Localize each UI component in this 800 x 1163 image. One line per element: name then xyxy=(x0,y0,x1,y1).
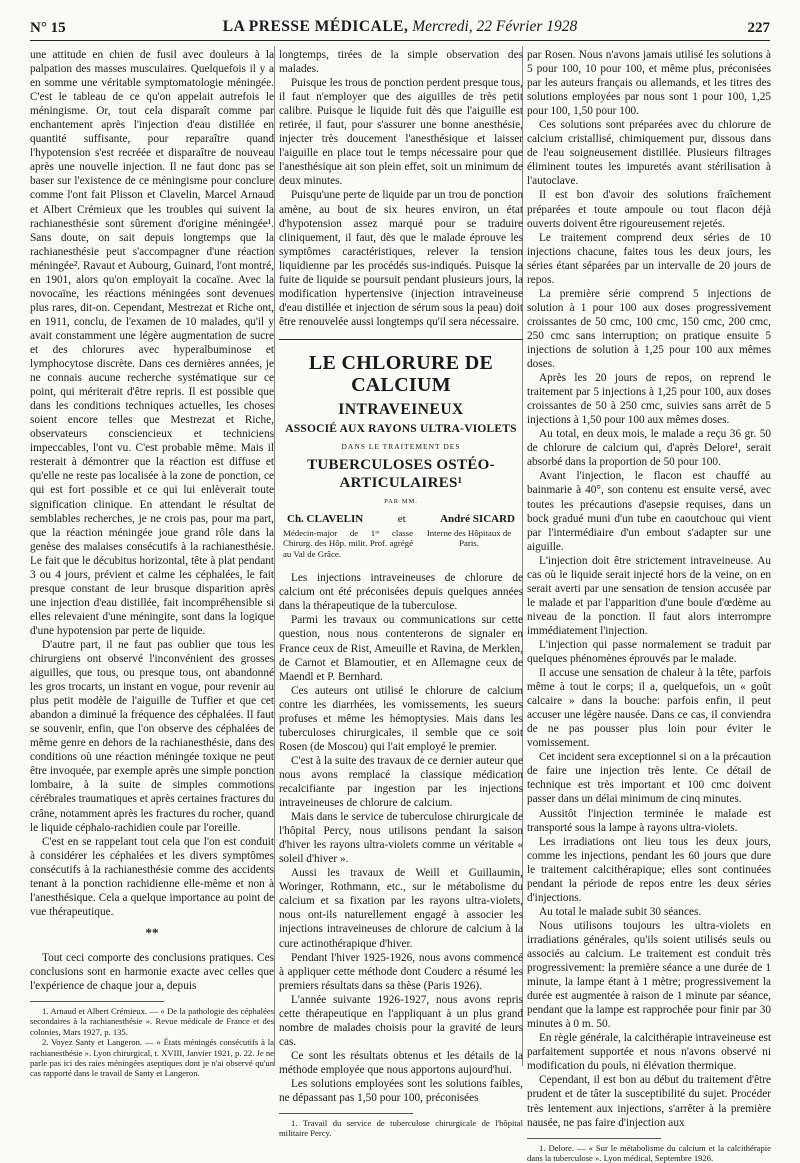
issue-date: Mercredi, 22 Février 1928 xyxy=(412,18,578,35)
paragraph: L'injection qui passe normalement se traduit par quelques phénomènes éprouvés par le malade. xyxy=(527,638,771,666)
paragraph: En règle générale, la calcithérapie intraveineuse est parfaitement supportée et nous n'avons observé ni modification du pouls, ni élévation thermique. xyxy=(527,1032,771,1073)
column-2 xyxy=(279,48,523,1139)
journal-name: LA PRESSE MÉDICALE, xyxy=(222,18,409,35)
paragraph: Puisque les trous de ponction perdent presque tous, il faut n'employer que des aiguilles de très petit calibre. Puisque le liquide fuit dès que l'aiguille est retirée, il faut, pour s'assurer une bonne anesthésie, injecter très doucement l'anesthésique et laisser l'aiguille en place tout le temps nécessaire pour que l'anesthésique ait son plein effet, soit un minimum de deux minutes. xyxy=(279,77,523,188)
footnote: 1. Travail du service de tuberculose chirurgicale de l'hôpital militaire Percy. xyxy=(279,1118,523,1139)
footnote: 2. Voyez Santy et Langeron. — « États méningés consécutifs à la rachianesthésie ». Lyon chirurgical, t. XVIII, Janvier 1921, p. 22. Je ne parle pas ici des raies méningées aseptiques dont je n'ai observé qu'un cas rapporté dans le travail de Santy et Langeron. xyxy=(30,1037,274,1079)
paragraph: Au total, en deux mois, le malade a reçu 36 gr. 50 de chlorure de calcium qui, d'après Delore¹, serait absorbé dans la proportion de 50 pour 100. xyxy=(527,428,771,469)
column-3 xyxy=(527,48,771,1163)
page-number: 227 xyxy=(747,20,770,36)
footnote-rule xyxy=(527,1138,661,1139)
paragraph: Il est bon d'avoir des solutions fraîchement préparées et toute ampoule ou tout flacon déjà ouverts doivent être rigoureusement rejetés. xyxy=(527,189,771,230)
paragraph: Pendant l'hiver 1925-1926, nous avons commencé à appliquer cette méthode dont Couderc a résumé les premiers résultats dans sa thèse (Paris 1926). xyxy=(279,951,523,992)
paragraph: Cet incident sera exceptionnel si on a la précaution de faire une injection très lente. Ce détail de technique est très important et 100 cmc doivent passer dans un délai minimum de cinq minutes. xyxy=(527,751,771,806)
article-title-line2: INTRAVEINEUX xyxy=(338,400,464,418)
paragraph: Les injections intraveineuses de chlorure de calcium ont été préconisées depuis quelques années dans la thérapeutique de la tuberculose. xyxy=(279,572,523,613)
paragraph: Ces auteurs ont utilisé le chlorure de calcium contre les diarrhées, les vomissements, les sueurs profuses et même les hémoptysies. Mais dans les tuberculoses chirurgicales, il semble que ce soit Rosen (de Moscou) qui l'ait employé le premier. xyxy=(279,684,523,753)
footnote: 1. Delore. — « Sur le métabolisme du calcium et la calcithérapie dans la tuberculose ». Lyon médical, Septembre 1926. xyxy=(527,1142,771,1163)
paragraph: Les solutions employées sont les solutions faibles, ne dépassant pas 1,50 pour 100, préconisées xyxy=(279,1077,523,1105)
paragraph: D'autre part, il ne faut pas oublier que tous les chirurgiens ont observé l'inconvénient des grosses aiguilles, que tous, ou presque tous, ont abandonné les gros trocarts, un instant en vogue, pour revenir au plus petit modèle de l'aiguille de Tuffier et que cet abandon a diminué la fréquence des céphalées. Il faut se souvenir, enfin, que l'on observe des céphalées de même genre en dehors de la rachianesthésie, dans des conditions où une réaction méningée toxique ne peut être invoquée, par exemple après une simple ponction lombaire, à la suite de simples commotions cérébrales traumatiques et après certaines fractures du crâne, notamment après les fractures du rocher, quand le liquide céphalo-rachidien coule par l'oreille. xyxy=(30,638,275,834)
affiliation: Interne des Hôpitaux de Paris. xyxy=(426,528,512,549)
paragraph: Mais dans le service de tuberculose chirurgicale de l'hôpital Percy, nous utilisons pendant la saison d'hiver les rayons ultra-violets comme un véritable « soleil d'hiver ». xyxy=(279,811,523,866)
header-rule xyxy=(30,40,770,41)
paragraph: Cependant, il est bon au début du traitement d'être prudent et de tâter la susceptibilité du sujet. Procéder très lentement aux injections, s'arrêter à la première nausée, ne pas faire d'injection aux xyxy=(527,1074,771,1129)
author-name: André SICARD xyxy=(440,513,515,526)
article-heading xyxy=(279,339,523,559)
paragraph: Ces solutions sont préparées avec du chlorure de calcium cristallisé, chimiquement pur, dissous dans de l'eau soigneusement distillée. Plusieurs filtrages éliminent toutes les impuretés avant stérilisation à l'autoclave. xyxy=(527,119,771,188)
byline-prefix: PAR MM. xyxy=(384,497,418,505)
author-conjunction: et xyxy=(397,513,406,526)
footnote: 1. Arnaud et Albert Crémieux. — « De la pathologie des céphalées secondaires à la rachianesthésie ». Revue médicale de France et des colonies, Mars 1927, p. 135. xyxy=(30,1006,274,1037)
section-asterism: ** xyxy=(145,924,159,940)
author-name: Ch. CLAVELIN xyxy=(287,513,364,526)
running-title xyxy=(30,18,770,36)
article-subtitle-small: DANS LE TRAITEMENT DES xyxy=(341,441,461,451)
article-subtitle: ASSOCIÉ AUX RAYONS ULTRA-VIOLETS xyxy=(285,422,517,435)
page-header xyxy=(30,14,770,40)
article-title: LE CHLORURE DE CALCIUM xyxy=(308,351,494,396)
article-subtitle-main: TUBERCULOSES OSTÉO-ARTICULAIRES¹ xyxy=(307,456,495,491)
paragraph: L'injection doit être strictement intraveineuse. Au cas où le liquide serait injecté hors de la veine, on en serait averti par une sensation de tension accusée par le malade et par l'apparition d'une boule d'œdème au niveau de la ponction. Il faut alors interrompre immédiatement l'injection. xyxy=(527,554,771,637)
paragraph: Le traitement comprend deux séries de 10 injections chacune, faites tous les deux jours, les séries étant séparées par un intervalle de 20 jours de repos. xyxy=(527,231,771,286)
paragraph: Avant l'injection, le flacon est chauffé au bainmarie à 40°, son contenu est ensuite versé, avec toutes les précautions d'asepsie requises, dans un bock gradué muni d'un tube en caoutchouc qui vient par l'intermédiaire d'un embout s'adapter sur une aiguille. xyxy=(527,470,771,553)
paragraph: une attitude en chien de fusil avec douleurs à la palpation des masses musculaires. Quelquefois il y a en somme une véritable symptomatologie méningée. C'est le tableau de ce qu'on appelait autrefois le méningisme. Or, tout cela disparaît comme par enchantement après l'injection d'eau distillée en quantité suffisante, pour reparaître quand l'hypotension s'est recréée et disparaître de nouveau après une nouvelle injection. Il ne faut donc pas se baser sur l'existence de ce méningisme pour conclure comme l'ont fait Plisson et Clavelin, Marcel Arnaud et Albert Crémieux que les troubles qui suivent la rachianesthésie sont sûrement d'origine méningée¹. Sans doute, on sait depuis longtemps que la rachianesthésie peut s'accompagner d'une réaction méningée². Ravaut et Aubourg, Guinard, l'ont montré, en 1901, alors qu'on employait la cocaïne. Avec la novocaïne, les réactions méningées sont devenues plus rares, dit-on. Cependant, Mestrezat et Riche ont, en 1911, conclu, de l'examen de 10 malades, qu'il y avait constamment une légère augmentation de sucre et des chlorures avec hyperalbuminose et lymphocytose discrète. Dans ces dernières années, je ne connais aucune recherche systématique sur ce point, qui mériterait d'être repris. Il est possible que dans les conditions techniques actuelles, les choses soient encore telles que Mestrezat et Riche, observateurs consciencieux et techniciens impeccables, l'ont vu. C'est probable même. Mais il resterait à démontrer que la réaction est diffuse et qu'elle ne reste pas localisée à la zone de ponction, ce qui est fort possible et ce qui lui enlèverait toute signification clinique. En attendant le résultat de semblables recherches, je ne crois pas, pour ma part, que la réaction méningée joue grand rôle dans la genèse des malaises consécutifs à la rachianesthésie. Le fait que le décubitus horizontal, tête à plat pendant 3 ou 4 jours, prévient et calme les céphalées, le fait presque constant de leur brusque disparition après une injection d'eau distillée, fait incompréhensible si elles relevaient d'une méningite, sont dans la logique d'une hypotension par perte de liquide. xyxy=(30,49,274,637)
paragraph: longtemps, tirées de la simple observation des malades. xyxy=(279,49,523,76)
paragraph: La première série comprend 5 injections de solution à 1 pour 100 aux doses progressivement croissantes de 50 cmc, 100 cmc, 150 cmc, 200 cmc, 250 cmc sans interruption; on pratique ensuite 5 injections de solution à 1,25 pour 100 aux mêmes doses. xyxy=(527,287,771,371)
paragraph: Ce sont les résultats obtenus et les détails de la méthode employée que nous apportons aujourd'hui. xyxy=(279,1049,523,1076)
paragraph: Nous utilisons toujours les ultra-violets en irradiations générales, qu'ils soient utilisés seuls ou associés au calcium. Le traitement est conduit très progressivement: la première séance a une durée de 1 minute, la lampe étant à 1 mètre; progressivement la durée est augmentée à raison de 1 minute par séance, pendant que la lampe est rapprochée pour finir par 30 minutes à 0 m. 50. xyxy=(527,919,771,1031)
paragraph: par Rosen. Nous n'avons jamais utilisé les solutions à 5 pour 100, 10 pour 100, et même plus, préconisées par les auteurs français ou allemands, et les titres des solutions employées par nous sont 1 pour 100, 1,25 pour 100, 1,50 pour 100. xyxy=(527,49,771,118)
paragraph: L'année suivante 1926-1927, nous avons repris cette thérapeutique en l'appliquant à un plus grand nombre de malades choisis pour la gravité de leurs cas. xyxy=(279,993,523,1048)
paragraph: C'est en se rappelant tout cela que l'on est conduit à considérer les céphalées et les divers symptômes consécutifs à la rachianesthésie comme des accidents tenant à la ponction rachidienne elle-même et non à l'anesthésique. Cela a quelque importance au point de vue thérapeutique. xyxy=(30,835,274,918)
paragraph: Il accuse une sensation de chaleur à la tête, parfois même à tout le corps; il a, quelquefois, un « goût calcaire » dans la bouche: parfois enfin, il peut accuser une légère nausée. Dans ce cas, il conviendra de ne pas pousser plus loin pour éviter le vomissement. xyxy=(527,667,771,750)
column-1 xyxy=(30,48,274,1079)
column-divider xyxy=(274,46,275,1066)
paragraph: Au total le malade subit 30 séances. xyxy=(539,905,702,918)
issue-number: N° 15 xyxy=(30,20,66,36)
paragraph: C'est à la suite des travaux de ce dernier auteur que nous avons remplacé la classique médication recalcifiante par ingestion par les injections intraveineuses de chlorure de calcium. xyxy=(279,754,523,810)
paragraph: Puisqu'une perte de liquide par un trou de ponction amène, au bout de six heures environ, un état d'hypotension assez marqué pour se traduire cliniquement, il faut, dès que le malade éprouve les symptômes caractéristiques, relever la tension liquidienne par les procédés sus-indiqués. Puisque la fuite de liquide se poursuit pendant plusieurs jours, la modification hypertensive (injection intraveineuse d'eau distillée et injection de sérum sous la peau) doit être renouvelée aussi longtemps qu'il sera nécessaire. xyxy=(279,189,523,328)
affiliation: Médecin-major de 1ʳᵉ classe Chirurg. des Hôp. milit. Prof. agrégé au Val de Grâce. xyxy=(283,528,413,559)
authors xyxy=(279,512,523,526)
paragraph: Après les 20 jours de repos, on reprend le traitement par 5 injections à 1,25 pour 100, aux doses croissantes de 50 à 250 cmc, suivies sans arrêt de 5 injections à 1,50 pour 100 aux mêmes doses. xyxy=(527,372,771,427)
paragraph: Parmi les travaux ou communications sur cette question, nous nous contenterons de signaler en France ceux de Rist, Ameuille et Ravina, de Merklen, de Carnot et Blamoutier, et en Allemagne ceux de Maendl et P. Bernhard. xyxy=(279,614,523,683)
paragraph: Tout ceci comporte des conclusions pratiques. Ces conclusions sont en harmonie exacte avec celles que l'expérience de chaque jour a, depuis xyxy=(30,951,274,992)
paragraph: Les irradiations ont lieu tous les deux jours, comme les injections, pendant les 60 jours que dure le traitement calcithérapique; elles sont continuées pendant la période de repos entre les deux séries d'injections. xyxy=(527,835,771,904)
affiliations xyxy=(279,528,523,559)
paragraph: Aussi les travaux de Weill et Guillaumin, Woringer, Rothmann, etc., sur le métabolisme du calcium et sa fixation par les rayons ultra-violets, nous ont-ils naturellement engagé à associer les injections intraveineuses de chlorure de calcium à la cure actinothérapique d'hiver. xyxy=(279,867,523,950)
footnote-rule xyxy=(30,1001,164,1002)
paragraph: Aussitôt l'injection terminée le malade est transporté sous la lampe à rayons ultra-violets. xyxy=(527,807,771,834)
footnote-rule xyxy=(279,1113,413,1114)
